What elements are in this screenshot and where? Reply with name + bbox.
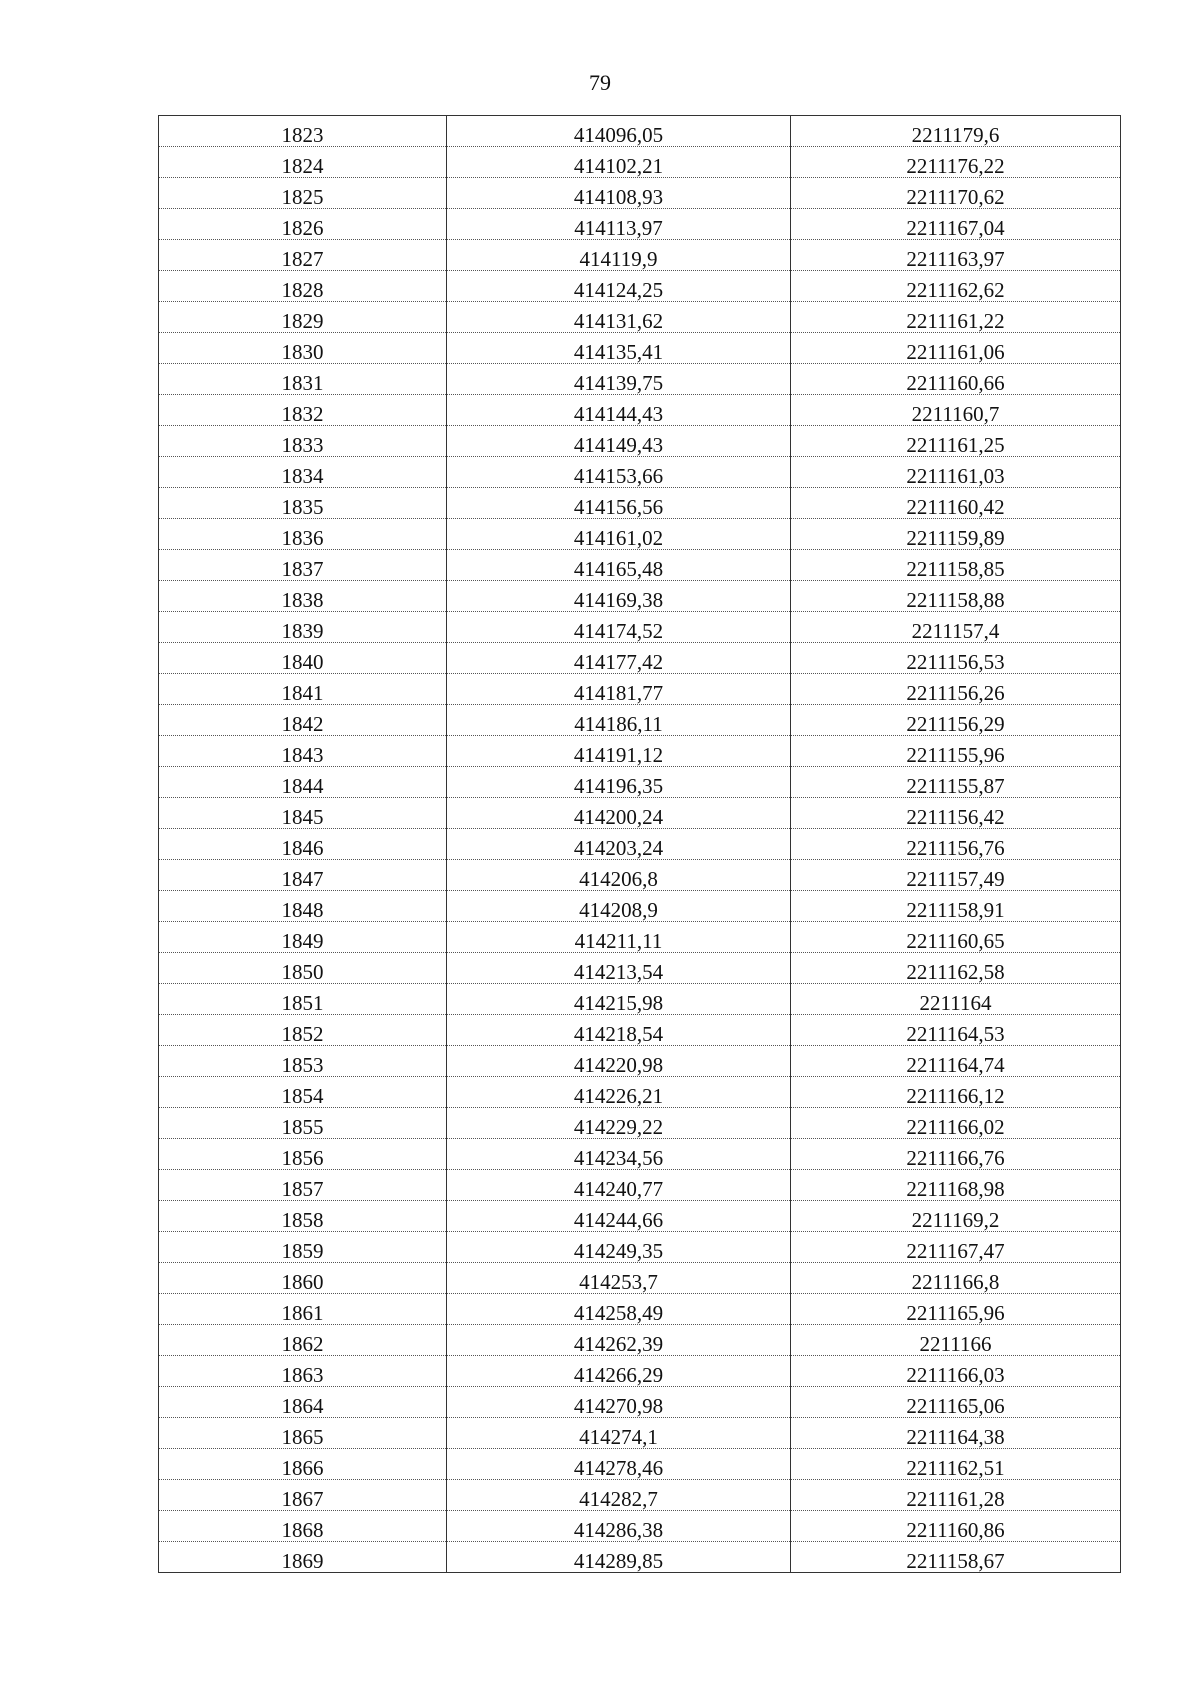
point-number-cell: 1830 <box>159 333 447 364</box>
x-coordinate-cell: 414240,77 <box>447 1170 791 1201</box>
point-number-cell: 1828 <box>159 271 447 302</box>
point-number-cell: 1867 <box>159 1480 447 1511</box>
point-number-cell: 1852 <box>159 1015 447 1046</box>
coordinates-table-body <box>159 116 1121 1573</box>
y-coordinate-cell: 2211166,02 <box>791 1108 1121 1139</box>
table-row <box>159 1511 1121 1542</box>
point-number-cell: 1845 <box>159 798 447 829</box>
x-coordinate-cell: 414244,66 <box>447 1201 791 1232</box>
table-row <box>159 736 1121 767</box>
y-coordinate-cell: 2211158,67 <box>791 1542 1121 1573</box>
y-coordinate-cell: 2211160,7 <box>791 395 1121 426</box>
x-coordinate-cell: 414206,8 <box>447 860 791 891</box>
y-coordinate-cell: 2211162,51 <box>791 1449 1121 1480</box>
table-row <box>159 1046 1121 1077</box>
table-row <box>159 767 1121 798</box>
point-number-cell: 1837 <box>159 550 447 581</box>
x-coordinate-cell: 414186,11 <box>447 705 791 736</box>
table-row <box>159 612 1121 643</box>
point-number-cell: 1823 <box>159 116 447 147</box>
table-row <box>159 674 1121 705</box>
table-row <box>159 364 1121 395</box>
x-coordinate-cell: 414229,22 <box>447 1108 791 1139</box>
y-coordinate-cell: 2211167,47 <box>791 1232 1121 1263</box>
table-row <box>159 922 1121 953</box>
x-coordinate-cell: 414191,12 <box>447 736 791 767</box>
point-number-cell: 1836 <box>159 519 447 550</box>
x-coordinate-cell: 414177,42 <box>447 643 791 674</box>
y-coordinate-cell: 2211160,42 <box>791 488 1121 519</box>
table-row <box>159 1263 1121 1294</box>
y-coordinate-cell: 2211158,85 <box>791 550 1121 581</box>
table-row <box>159 1108 1121 1139</box>
table-row <box>159 1077 1121 1108</box>
y-coordinate-cell: 2211156,76 <box>791 829 1121 860</box>
point-number-cell: 1840 <box>159 643 447 674</box>
table-row <box>159 488 1121 519</box>
point-number-cell: 1864 <box>159 1387 447 1418</box>
x-coordinate-cell: 414156,56 <box>447 488 791 519</box>
table-row <box>159 1387 1121 1418</box>
table-row <box>159 147 1121 178</box>
point-number-cell: 1838 <box>159 581 447 612</box>
table-row <box>159 829 1121 860</box>
y-coordinate-cell: 2211169,2 <box>791 1201 1121 1232</box>
x-coordinate-cell: 414218,54 <box>447 1015 791 1046</box>
point-number-cell: 1835 <box>159 488 447 519</box>
y-coordinate-cell: 2211165,06 <box>791 1387 1121 1418</box>
point-number-cell: 1846 <box>159 829 447 860</box>
x-coordinate-cell: 414220,98 <box>447 1046 791 1077</box>
table-row <box>159 1232 1121 1263</box>
table-row <box>159 395 1121 426</box>
x-coordinate-cell: 414149,43 <box>447 426 791 457</box>
point-number-cell: 1841 <box>159 674 447 705</box>
x-coordinate-cell: 414102,21 <box>447 147 791 178</box>
x-coordinate-cell: 414253,7 <box>447 1263 791 1294</box>
y-coordinate-cell: 2211162,62 <box>791 271 1121 302</box>
x-coordinate-cell: 414161,02 <box>447 519 791 550</box>
y-coordinate-cell: 2211156,42 <box>791 798 1121 829</box>
point-number-cell: 1848 <box>159 891 447 922</box>
y-coordinate-cell: 2211176,22 <box>791 147 1121 178</box>
x-coordinate-cell: 414153,66 <box>447 457 791 488</box>
table-row <box>159 705 1121 736</box>
x-coordinate-cell: 414124,25 <box>447 271 791 302</box>
y-coordinate-cell: 2211166,12 <box>791 1077 1121 1108</box>
y-coordinate-cell: 2211156,26 <box>791 674 1121 705</box>
point-number-cell: 1856 <box>159 1139 447 1170</box>
x-coordinate-cell: 414270,98 <box>447 1387 791 1418</box>
x-coordinate-cell: 414274,1 <box>447 1418 791 1449</box>
x-coordinate-cell: 414139,75 <box>447 364 791 395</box>
y-coordinate-cell: 2211166,76 <box>791 1139 1121 1170</box>
x-coordinate-cell: 414213,54 <box>447 953 791 984</box>
y-coordinate-cell: 2211179,6 <box>791 116 1121 147</box>
x-coordinate-cell: 414196,35 <box>447 767 791 798</box>
y-coordinate-cell: 2211161,28 <box>791 1480 1121 1511</box>
y-coordinate-cell: 2211162,58 <box>791 953 1121 984</box>
x-coordinate-cell: 414174,52 <box>447 612 791 643</box>
y-coordinate-cell: 2211166,8 <box>791 1263 1121 1294</box>
point-number-cell: 1853 <box>159 1046 447 1077</box>
x-coordinate-cell: 414208,9 <box>447 891 791 922</box>
table-row <box>159 891 1121 922</box>
point-number-cell: 1831 <box>159 364 447 395</box>
point-number-cell: 1861 <box>159 1294 447 1325</box>
point-number-cell: 1826 <box>159 209 447 240</box>
y-coordinate-cell: 2211161,03 <box>791 457 1121 488</box>
table-row <box>159 519 1121 550</box>
table-row <box>159 426 1121 457</box>
x-coordinate-cell: 414278,46 <box>447 1449 791 1480</box>
y-coordinate-cell: 2211166 <box>791 1325 1121 1356</box>
point-number-cell: 1833 <box>159 426 447 457</box>
point-number-cell: 1834 <box>159 457 447 488</box>
table-row <box>159 1418 1121 1449</box>
table-row <box>159 333 1121 364</box>
table-row <box>159 1201 1121 1232</box>
point-number-cell: 1842 <box>159 705 447 736</box>
y-coordinate-cell: 2211163,97 <box>791 240 1121 271</box>
table-row <box>159 953 1121 984</box>
table-row <box>159 1325 1121 1356</box>
x-coordinate-cell: 414096,05 <box>447 116 791 147</box>
table-row <box>159 116 1121 147</box>
x-coordinate-cell: 414215,98 <box>447 984 791 1015</box>
table-row <box>159 798 1121 829</box>
x-coordinate-cell: 414135,41 <box>447 333 791 364</box>
table-row <box>159 1356 1121 1387</box>
y-coordinate-cell: 2211165,96 <box>791 1294 1121 1325</box>
y-coordinate-cell: 2211160,86 <box>791 1511 1121 1542</box>
point-number-cell: 1866 <box>159 1449 447 1480</box>
y-coordinate-cell: 2211170,62 <box>791 178 1121 209</box>
x-coordinate-cell: 414181,77 <box>447 674 791 705</box>
point-number-cell: 1859 <box>159 1232 447 1263</box>
y-coordinate-cell: 2211168,98 <box>791 1170 1121 1201</box>
table-row <box>159 240 1121 271</box>
point-number-cell: 1862 <box>159 1325 447 1356</box>
x-coordinate-cell: 414266,29 <box>447 1356 791 1387</box>
y-coordinate-cell: 2211156,53 <box>791 643 1121 674</box>
y-coordinate-cell: 2211166,03 <box>791 1356 1121 1387</box>
table-row <box>159 1139 1121 1170</box>
page-number: 79 <box>589 70 611 95</box>
y-coordinate-cell: 2211158,91 <box>791 891 1121 922</box>
y-coordinate-cell: 2211155,96 <box>791 736 1121 767</box>
point-number-cell: 1869 <box>159 1542 447 1573</box>
table-row <box>159 209 1121 240</box>
x-coordinate-cell: 414169,38 <box>447 581 791 612</box>
x-coordinate-cell: 414119,9 <box>447 240 791 271</box>
table-row <box>159 1542 1121 1573</box>
point-number-cell: 1850 <box>159 953 447 984</box>
table-row <box>159 1449 1121 1480</box>
x-coordinate-cell: 414226,21 <box>447 1077 791 1108</box>
x-coordinate-cell: 414203,24 <box>447 829 791 860</box>
y-coordinate-cell: 2211164,53 <box>791 1015 1121 1046</box>
y-coordinate-cell: 2211164,74 <box>791 1046 1121 1077</box>
coordinates-table <box>158 115 1121 1573</box>
table-row <box>159 550 1121 581</box>
table-row <box>159 643 1121 674</box>
point-number-cell: 1855 <box>159 1108 447 1139</box>
table-row <box>159 1480 1121 1511</box>
x-coordinate-cell: 414113,97 <box>447 209 791 240</box>
point-number-cell: 1847 <box>159 860 447 891</box>
x-coordinate-cell: 414258,49 <box>447 1294 791 1325</box>
table-row <box>159 271 1121 302</box>
point-number-cell: 1832 <box>159 395 447 426</box>
x-coordinate-cell: 414108,93 <box>447 178 791 209</box>
point-number-cell: 1858 <box>159 1201 447 1232</box>
point-number-cell: 1843 <box>159 736 447 767</box>
point-number-cell: 1865 <box>159 1418 447 1449</box>
x-coordinate-cell: 414286,38 <box>447 1511 791 1542</box>
y-coordinate-cell: 2211156,29 <box>791 705 1121 736</box>
table-row <box>159 860 1121 891</box>
y-coordinate-cell: 2211155,87 <box>791 767 1121 798</box>
point-number-cell: 1829 <box>159 302 447 333</box>
table-row <box>159 984 1121 1015</box>
x-coordinate-cell: 414211,11 <box>447 922 791 953</box>
point-number-cell: 1860 <box>159 1263 447 1294</box>
table-row <box>159 1015 1121 1046</box>
x-coordinate-cell: 414200,24 <box>447 798 791 829</box>
y-coordinate-cell: 2211157,4 <box>791 612 1121 643</box>
point-number-cell: 1839 <box>159 612 447 643</box>
point-number-cell: 1827 <box>159 240 447 271</box>
point-number-cell: 1824 <box>159 147 447 178</box>
y-coordinate-cell: 2211159,89 <box>791 519 1121 550</box>
table-row <box>159 581 1121 612</box>
table-row <box>159 1170 1121 1201</box>
table-row <box>159 302 1121 333</box>
y-coordinate-cell: 2211161,06 <box>791 333 1121 364</box>
table-row <box>159 1294 1121 1325</box>
y-coordinate-cell: 2211161,22 <box>791 302 1121 333</box>
point-number-cell: 1825 <box>159 178 447 209</box>
point-number-cell: 1863 <box>159 1356 447 1387</box>
point-number-cell: 1849 <box>159 922 447 953</box>
x-coordinate-cell: 414289,85 <box>447 1542 791 1573</box>
point-number-cell: 1857 <box>159 1170 447 1201</box>
table-row <box>159 457 1121 488</box>
y-coordinate-cell: 2211164,38 <box>791 1418 1121 1449</box>
point-number-cell: 1854 <box>159 1077 447 1108</box>
x-coordinate-cell: 414262,39 <box>447 1325 791 1356</box>
point-number-cell: 1844 <box>159 767 447 798</box>
y-coordinate-cell: 2211161,25 <box>791 426 1121 457</box>
y-coordinate-cell: 2211160,66 <box>791 364 1121 395</box>
x-coordinate-cell: 414131,62 <box>447 302 791 333</box>
table-row <box>159 178 1121 209</box>
point-number-cell: 1851 <box>159 984 447 1015</box>
x-coordinate-cell: 414234,56 <box>447 1139 791 1170</box>
y-coordinate-cell: 2211158,88 <box>791 581 1121 612</box>
y-coordinate-cell: 2211167,04 <box>791 209 1121 240</box>
x-coordinate-cell: 414282,7 <box>447 1480 791 1511</box>
x-coordinate-cell: 414249,35 <box>447 1232 791 1263</box>
y-coordinate-cell: 2211160,65 <box>791 922 1121 953</box>
y-coordinate-cell: 2211164 <box>791 984 1121 1015</box>
point-number-cell: 1868 <box>159 1511 447 1542</box>
x-coordinate-cell: 414144,43 <box>447 395 791 426</box>
y-coordinate-cell: 2211157,49 <box>791 860 1121 891</box>
x-coordinate-cell: 414165,48 <box>447 550 791 581</box>
